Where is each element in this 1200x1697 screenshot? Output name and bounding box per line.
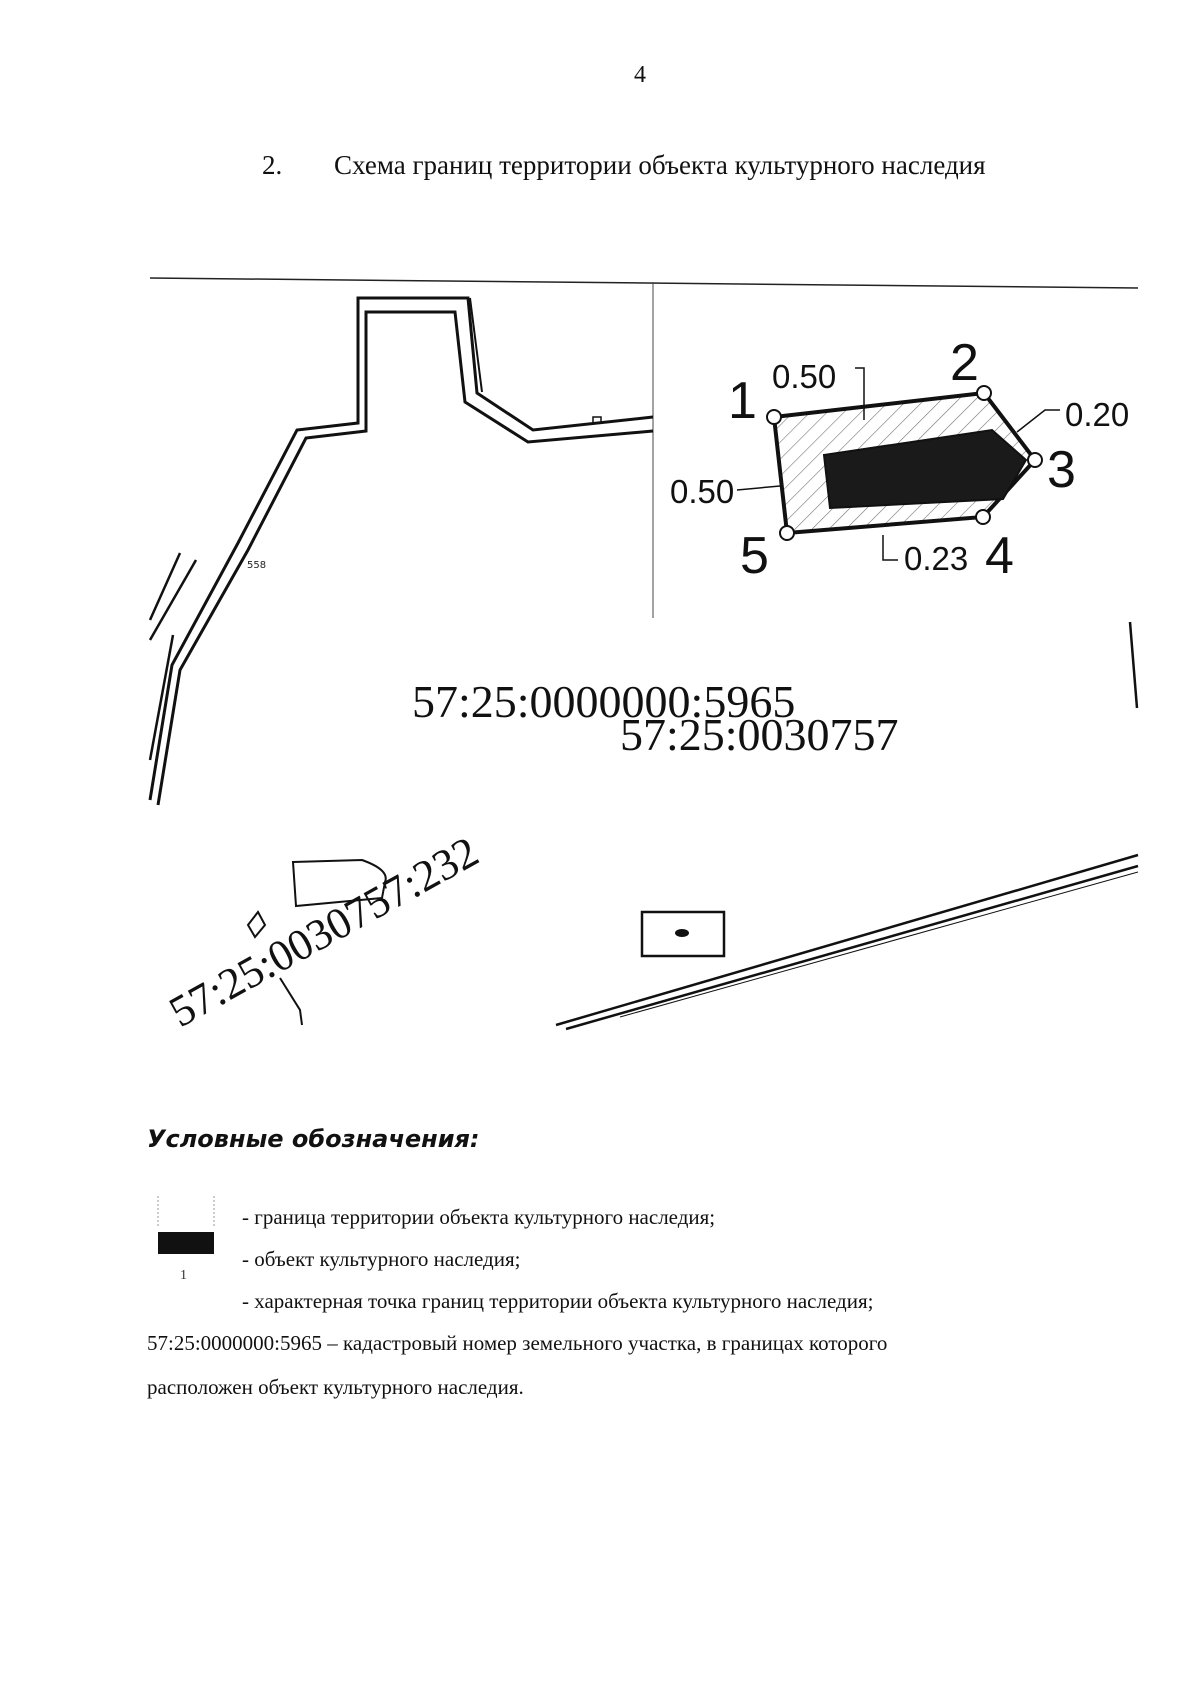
section-number: 2.: [262, 150, 283, 180]
heritage-object-icon: [158, 1232, 214, 1254]
point-label-5: 5: [740, 527, 769, 585]
boundary-point-4: [976, 510, 990, 524]
point-label-4: 4: [985, 527, 1014, 585]
small-rhombus: [248, 912, 265, 937]
dimension-top: 0.50: [772, 358, 837, 395]
point-label-1: 1: [728, 372, 757, 430]
boundary-point-5: [780, 526, 794, 540]
legend-title: Условные обозначения:: [147, 1125, 480, 1153]
small-rect-dot: [676, 930, 688, 936]
point-label-3: 3: [1047, 441, 1076, 499]
right-vertical-line: [1130, 622, 1137, 708]
lower-left-edge: [280, 978, 302, 1025]
section-title: Схема границ территории объекта культурного наследия: [334, 150, 986, 180]
legend-cadastral-note-2: расположен объект культурного наследия.: [147, 1375, 524, 1399]
legend-item-boundary: - граница территории объекта культурного наследия;: [242, 1205, 716, 1229]
leader-right: [1017, 410, 1060, 432]
boundary-point-2: [977, 386, 991, 400]
legend-icons: [150, 1190, 230, 1290]
legend-item-point: - характерная точка границ территории объекта культурного наследия;: [242, 1289, 874, 1313]
inset-scheme: [670, 334, 1129, 585]
boundary-point-1: [767, 410, 781, 424]
dimension-left: 0.50: [670, 473, 735, 510]
left-small-label: 558: [247, 560, 267, 571]
characteristic-point-icon: 1: [180, 1268, 187, 1283]
cadastral-parcel-label: 57:25:0000000:5965: [412, 676, 796, 727]
legend-cadastral-note: 57:25:0000000:5965 – кадастровый номер земельного участка, в границах которого: [147, 1331, 888, 1355]
cadastral-rotated-label: 57:25:0030757:232: [161, 826, 487, 1037]
point-label-2: 2: [950, 334, 979, 392]
legend-item-object: - объект культурного наследия;: [242, 1247, 521, 1271]
leader-left: [737, 486, 780, 490]
dimension-bottom: 0.23: [904, 540, 969, 577]
leader-bottom: [883, 535, 898, 560]
page-number: 4: [634, 62, 646, 88]
road-lines: [556, 855, 1138, 1029]
dimension-right: 0.20: [1065, 396, 1130, 433]
boundary-point-3: [1028, 453, 1042, 467]
building-outline: [150, 298, 653, 805]
cadastral-quarter-label: 57:25:0030757: [620, 709, 899, 760]
map-top-border: [150, 278, 1138, 288]
